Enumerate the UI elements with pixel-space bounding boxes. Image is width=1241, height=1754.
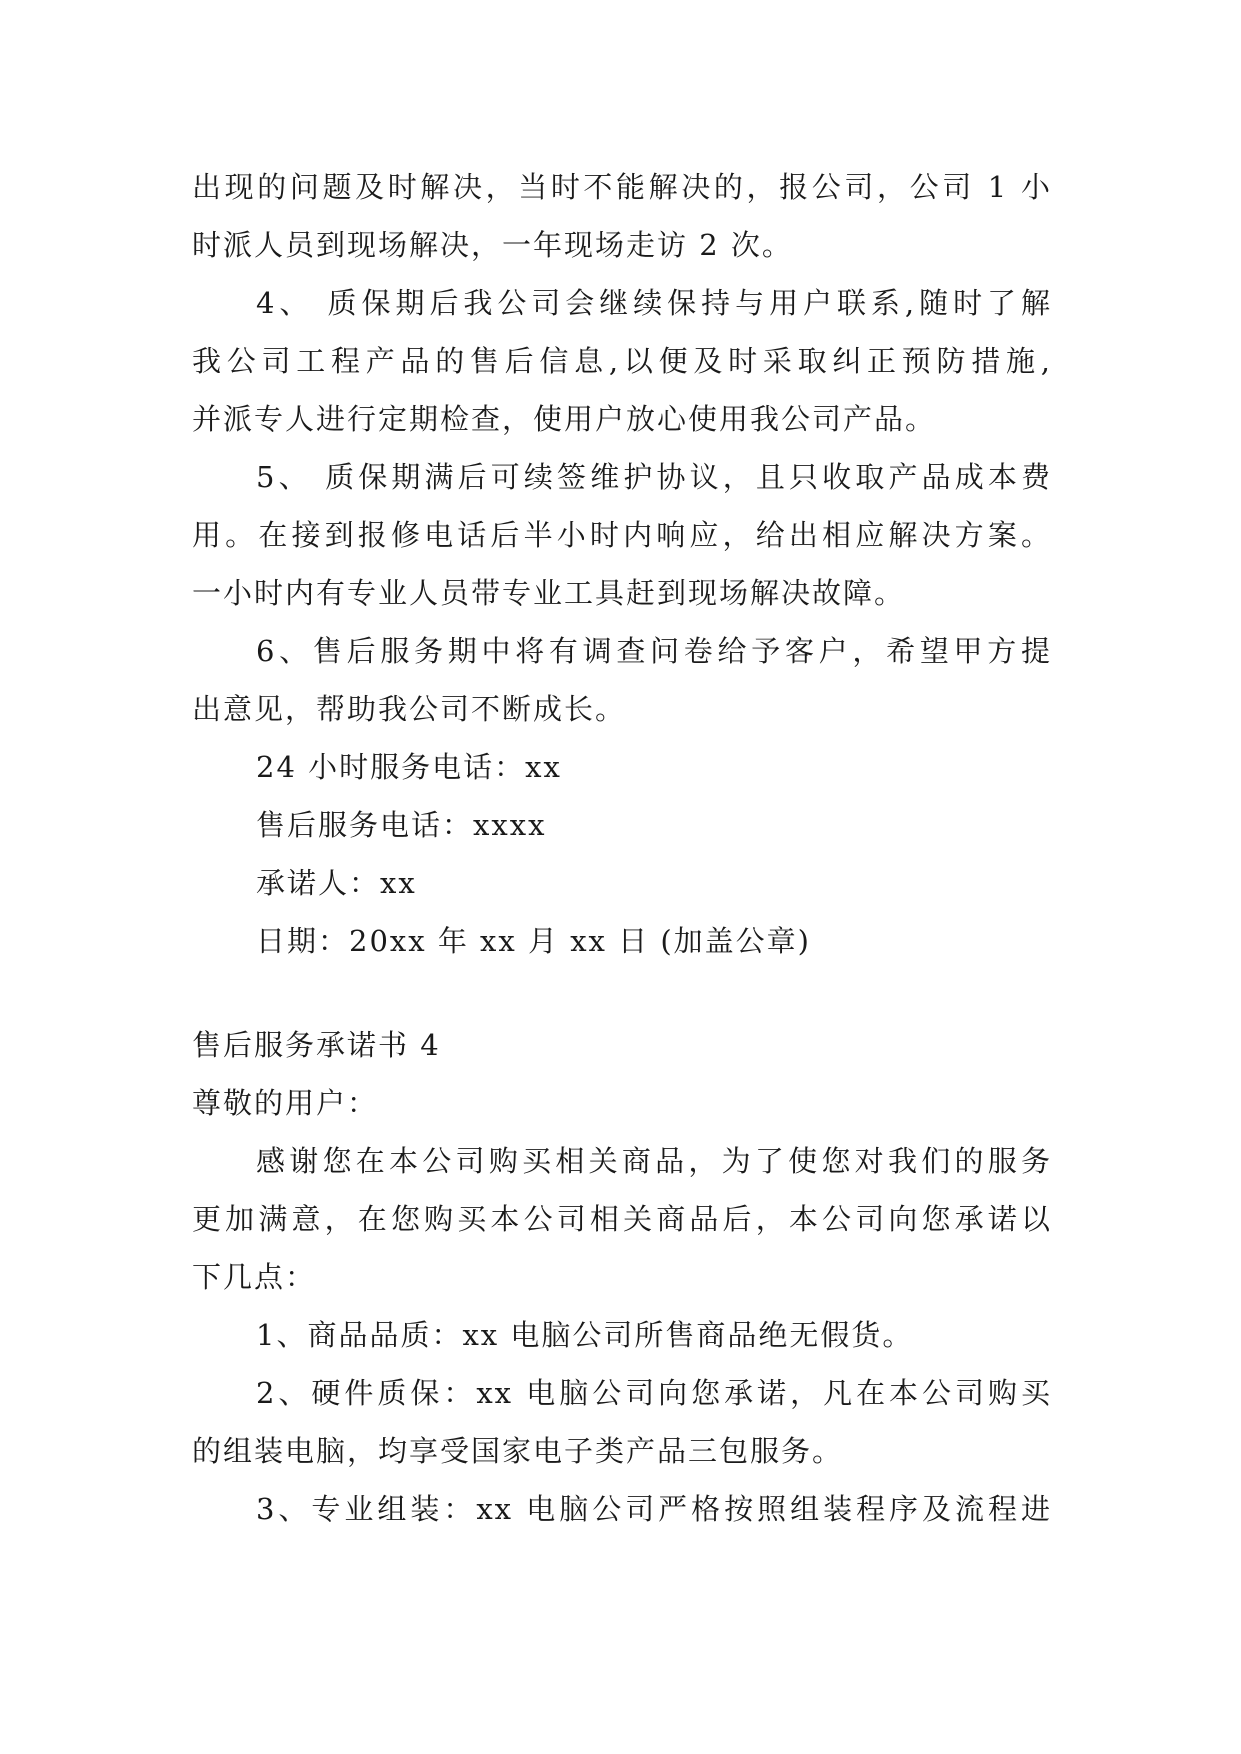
text-line: 1、商品品质：xx 电脑公司所售商品绝无假货。 bbox=[256, 1318, 914, 1352]
text-line: 2、硬件质保：xx 电脑公司向您承诺，凡在本公司购买 bbox=[256, 1376, 1052, 1410]
text-line: 5、 质保期满后可续签维护协议，且只收取产品成本费 bbox=[256, 460, 1052, 494]
text-line: 时派人员到现场解决，一年现场走访 2 次。 bbox=[192, 228, 793, 262]
section-warranty-continued bbox=[192, 158, 1052, 970]
promisor: 承诺人：xx bbox=[256, 866, 417, 900]
service-phone-24h: 24 小时服务电话：xx bbox=[256, 750, 562, 784]
text-line: 感谢您在本公司购买相关商品，为了使您对我们的服务 bbox=[256, 1144, 1052, 1178]
after-sales-phone: 售后服务电话：xxxx bbox=[256, 808, 547, 842]
document-body bbox=[192, 158, 1052, 1538]
text-line: 用。在接到报修电话后半小时内响应，给出相应解决方案。 bbox=[192, 518, 1052, 552]
text-line: 我公司工程产品的售后信息,以便及时采取纠正预防措施, bbox=[192, 344, 1052, 378]
text-line: 出现的问题及时解决，当时不能解决的，报公司，公司 1 小 bbox=[192, 170, 1052, 204]
text-line: 3、专业组装：xx 电脑公司严格按照组装程序及流程进 bbox=[256, 1492, 1052, 1526]
text-line: 一小时内有专业人员带专业工具赶到现场解决故障。 bbox=[192, 576, 906, 610]
text-line: 4、 质保期后我公司会继续保持与用户联系,随时了解 bbox=[256, 286, 1052, 320]
section-title: 售后服务承诺书 4 bbox=[192, 1028, 441, 1062]
text-line: 的组装电脑，均享受国家电子类产品三包服务。 bbox=[192, 1434, 844, 1468]
text-line: 下几点： bbox=[192, 1260, 317, 1294]
text-line: 6、售后服务期中将有调查问卷给予客户，希望甲方提 bbox=[256, 634, 1052, 668]
section-gap bbox=[192, 970, 1052, 1016]
text-line: 并派专人进行定期检查，使用户放心使用我公司产品。 bbox=[192, 402, 937, 436]
section-promise-4 bbox=[192, 1016, 1052, 1538]
text-line: 更加满意，在您购买本公司相关商品后，本公司向您承诺以 bbox=[192, 1202, 1052, 1236]
salutation: 尊敬的用户： bbox=[192, 1086, 379, 1120]
date-line: 日期：20xx 年 xx 月 xx 日 (加盖公章) bbox=[256, 924, 811, 958]
text-line: 出意见，帮助我公司不断成长。 bbox=[192, 692, 627, 726]
